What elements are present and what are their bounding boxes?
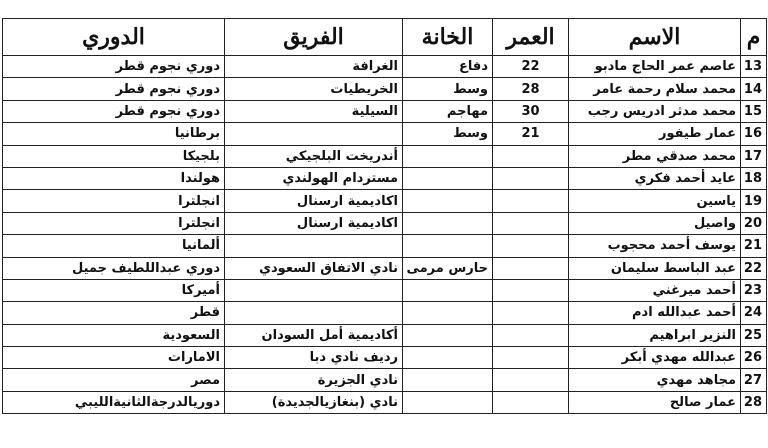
cell-name: ياسين	[569, 190, 741, 212]
table-row	[3, 56, 767, 78]
table-header-row	[3, 19, 767, 56]
cell-num: 14	[741, 78, 767, 100]
cell-num: 18	[741, 167, 767, 189]
table-row	[3, 235, 767, 257]
cell-league: الامارات	[3, 347, 225, 369]
cell-league: دوري نجوم قطر	[3, 78, 225, 100]
cell-league: ألمانيا	[3, 235, 225, 257]
cell-num: 19	[741, 190, 767, 212]
cell-league: هولندا	[3, 167, 225, 189]
cell-name: أحمد ميرغني	[569, 279, 741, 301]
cell-age	[493, 279, 569, 301]
cell-team	[225, 235, 403, 257]
cell-num: 21	[741, 235, 767, 257]
cell-position: وسط	[403, 123, 493, 145]
cell-num: 27	[741, 369, 767, 391]
cell-league: دوري نجوم قطر	[3, 100, 225, 122]
cell-position	[403, 145, 493, 167]
cell-position: دفاع	[403, 56, 493, 78]
cell-position	[403, 302, 493, 324]
cell-position	[403, 167, 493, 189]
cell-num: 23	[741, 279, 767, 301]
cell-league: انجلترا	[3, 212, 225, 234]
cell-age	[493, 369, 569, 391]
cell-num: 20	[741, 212, 767, 234]
cell-name: عبدالله مهدي أبكر	[569, 347, 741, 369]
header-num: م	[741, 19, 767, 56]
cell-team: الخريطيات	[225, 78, 403, 100]
cell-position	[403, 369, 493, 391]
cell-name: عمار طيفور	[569, 123, 741, 145]
header-league: الدوري	[3, 19, 225, 56]
cell-team: رديف نادي دبا	[225, 347, 403, 369]
cell-team: مستردام الهولندي	[225, 167, 403, 189]
header-age: العمر	[493, 19, 569, 56]
cell-league: مصر	[3, 369, 225, 391]
cell-name: محمد مدثر ادريس رجب	[569, 100, 741, 122]
cell-position	[403, 347, 493, 369]
header-name: الاسم	[569, 19, 741, 56]
cell-league: انجلترا	[3, 190, 225, 212]
cell-num: 15	[741, 100, 767, 122]
cell-position	[403, 324, 493, 346]
cell-name: عبد الباسط سليمان	[569, 257, 741, 279]
header-team: الفريق	[225, 19, 403, 56]
cell-num: 17	[741, 145, 767, 167]
cell-position	[403, 391, 493, 413]
cell-name: محمد سلام رحمة عامر	[569, 78, 741, 100]
players-table	[2, 18, 767, 414]
cell-age	[493, 257, 569, 279]
cell-name: عايد أحمد فكري	[569, 167, 741, 189]
table-row	[3, 279, 767, 301]
cell-age	[493, 347, 569, 369]
cell-age: 21	[493, 123, 569, 145]
cell-position: مهاجم	[403, 100, 493, 122]
cell-position	[403, 212, 493, 234]
cell-name: النزير ابراهيم	[569, 324, 741, 346]
table-row	[3, 369, 767, 391]
cell-team	[225, 302, 403, 324]
cell-position: حارس مرمى	[403, 257, 493, 279]
cell-league: أميركا	[3, 279, 225, 301]
cell-team: أندريخت البلجيكي	[225, 145, 403, 167]
cell-num: 16	[741, 123, 767, 145]
cell-team: نادي الاتفاق السعودي	[225, 257, 403, 279]
cell-team: السيلية	[225, 100, 403, 122]
table-row	[3, 347, 767, 369]
cell-team: الغرافة	[225, 56, 403, 78]
cell-age: 30	[493, 100, 569, 122]
cell-num: 13	[741, 56, 767, 78]
cell-age: 28	[493, 78, 569, 100]
cell-league: السعودية	[3, 324, 225, 346]
cell-position	[403, 190, 493, 212]
cell-num: 22	[741, 257, 767, 279]
cell-league: برطانيا	[3, 123, 225, 145]
cell-name: مجاهد مهدي	[569, 369, 741, 391]
cell-team: نادي (بنغازيالجديدة)	[225, 391, 403, 413]
cell-team: نادي الجزيرة	[225, 369, 403, 391]
cell-league: دوريالدرجةالثانيةالليبي	[3, 391, 225, 413]
table-row	[3, 190, 767, 212]
cell-league: دوري نجوم قطر	[3, 56, 225, 78]
table-row	[3, 257, 767, 279]
cell-team: اكاديمية ارسنال	[225, 190, 403, 212]
cell-position	[403, 235, 493, 257]
cell-league: بلجيكا	[3, 145, 225, 167]
cell-team: اكاديمية ارسنال	[225, 212, 403, 234]
cell-age	[493, 302, 569, 324]
cell-team	[225, 123, 403, 145]
cell-name: محمد صدقي مطر	[569, 145, 741, 167]
cell-name: عمار صالح	[569, 391, 741, 413]
cell-age	[493, 190, 569, 212]
cell-age	[493, 391, 569, 413]
table-row	[3, 302, 767, 324]
cell-position	[403, 279, 493, 301]
cell-name: واصيل	[569, 212, 741, 234]
cell-num: 25	[741, 324, 767, 346]
table-row	[3, 145, 767, 167]
table-row	[3, 78, 767, 100]
cell-age	[493, 212, 569, 234]
cell-num: 26	[741, 347, 767, 369]
table-row	[3, 324, 767, 346]
cell-position: وسط	[403, 78, 493, 100]
cell-league: دوري عبداللطيف جميل	[3, 257, 225, 279]
cell-age	[493, 324, 569, 346]
cell-age	[493, 235, 569, 257]
cell-name: أحمد عبدالله ادم	[569, 302, 741, 324]
cell-name: عاصم عمر الحاج مادبو	[569, 56, 741, 78]
cell-league: قطر	[3, 302, 225, 324]
table-row	[3, 167, 767, 189]
cell-age: 22	[493, 56, 569, 78]
header-position: الخانة	[403, 19, 493, 56]
table-row	[3, 123, 767, 145]
cell-name: يوسف أحمد محجوب	[569, 235, 741, 257]
roster-sheet	[2, 18, 766, 446]
table-row	[3, 212, 767, 234]
cell-team: أكاديمية أمل السودان	[225, 324, 403, 346]
cell-num: 24	[741, 302, 767, 324]
cell-age	[493, 145, 569, 167]
cell-age	[493, 167, 569, 189]
cell-team	[225, 279, 403, 301]
cell-num: 28	[741, 391, 767, 413]
table-row	[3, 100, 767, 122]
table-row	[3, 391, 767, 413]
